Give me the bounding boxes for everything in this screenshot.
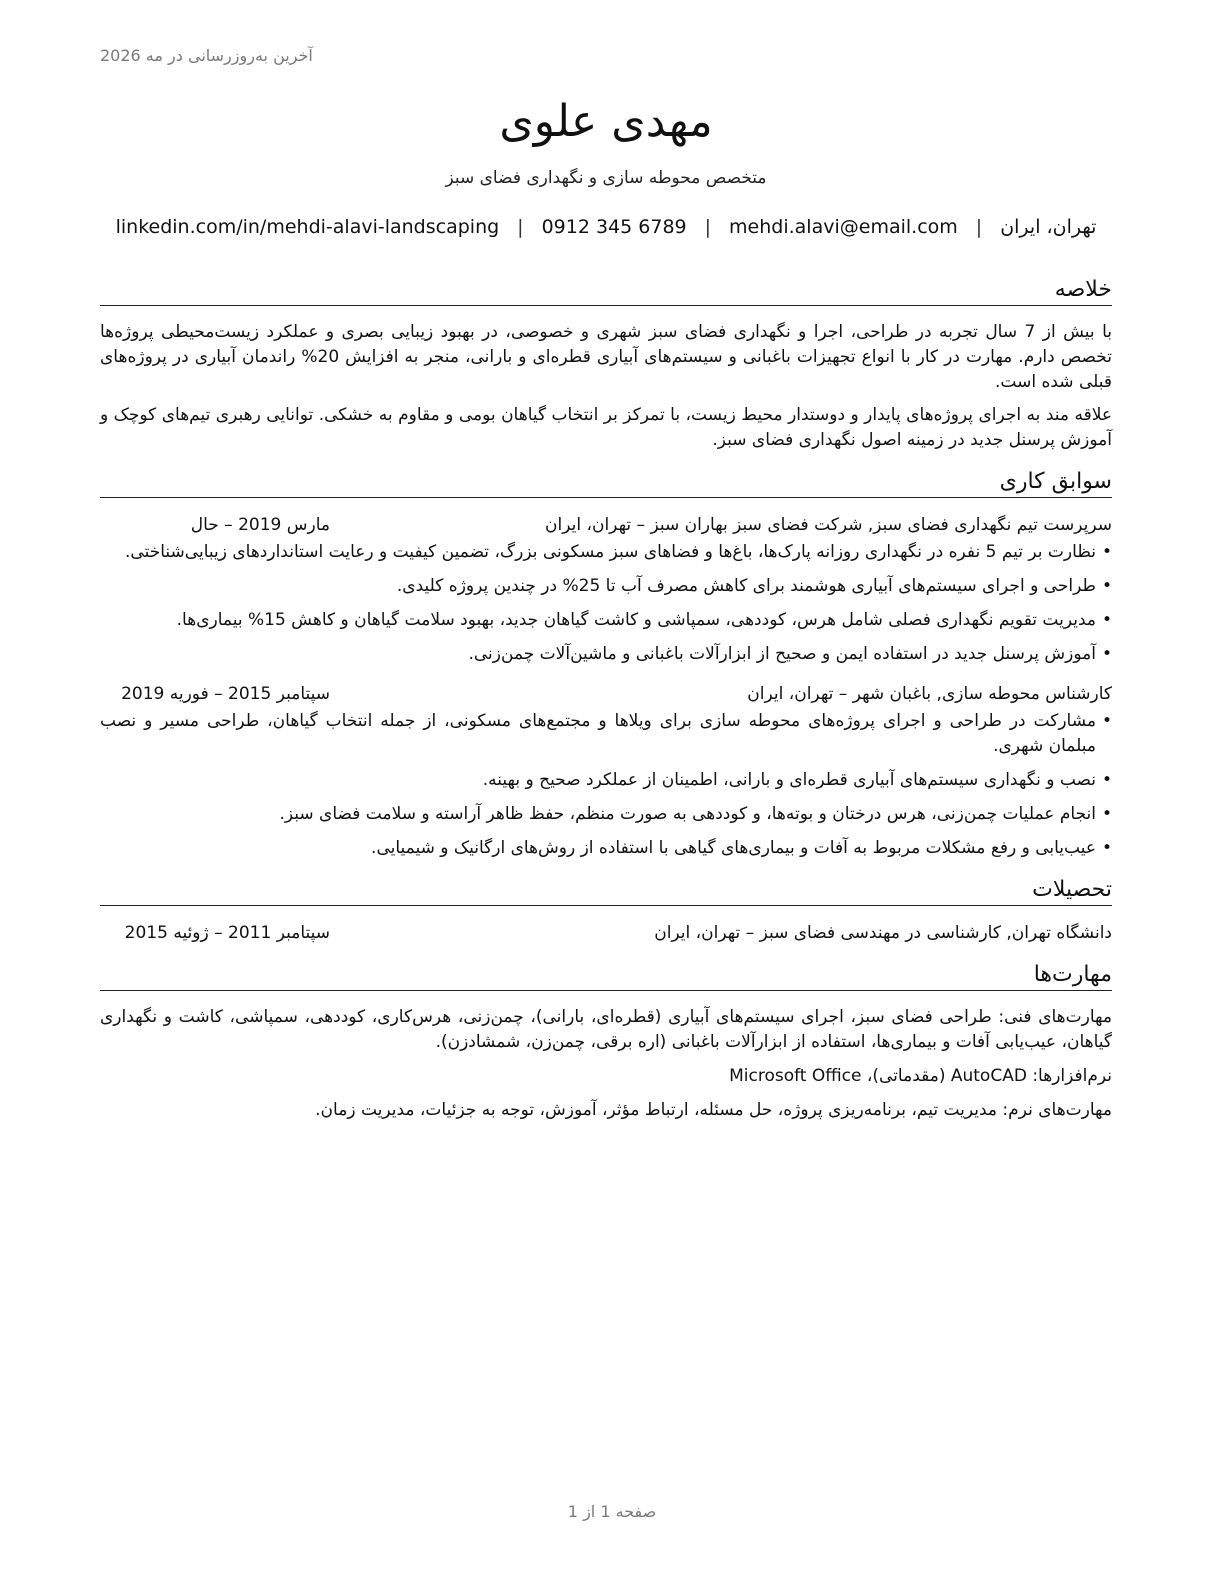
job-bullet: • نصب و نگهداری سیستم‌های آبیاری قطره‌ای و بارانی، اطمینان از عملکرد صحیح و بهینه.	[100, 768, 1112, 793]
job-bullet: • مشارکت در طراحی و اجرای پروژه‌های محوطه سازی برای ویلاها و مجتمع‌های مسکونی، از جمله انتخاب گیاهان، طراحی مسیر و نصب مبلمان شهری.	[100, 709, 1112, 759]
last-updated-note: آخرین به‌روزرسانی در مه 2026	[100, 46, 313, 65]
job-bullet: • انجام عملیات چمن‌زنی، هرس درختان و بوته‌ها، و کوددهی به صورت منظم، حفظ ظاهر آراسته و سلامت فضای سبز.	[100, 802, 1112, 827]
experience-heading: سوابق کاری	[100, 467, 1112, 498]
candidate-title: متخصص محوطه سازی و نگهداری فضای سبز	[445, 168, 767, 188]
job-header	[100, 512, 1112, 538]
resume-body	[100, 275, 1112, 1137]
job-bullet: • عیب‌یابی و رفع مشکلات مربوط به آفات و بیماری‌های گیاهی با استفاده از روش‌های ارگانیک و شیمیایی.	[100, 836, 1112, 861]
skills-soft: مهارت‌های نرم: مدیریت تیم، برنامه‌ریزی پروژه، حل مسئله، ارتباط مؤثر، آموزش، توجه به جزئیات، مدیریت زمان.	[315, 1100, 1112, 1120]
contact-location: تهران، ایران	[1000, 216, 1097, 238]
summary-paragraph: با بیش از 7 سال تجربه در طراحی، اجرا و نگهداری فضای سبز شهری و خصوصی، در بهبود زیبایی بصری و عملکرد زیست‌محیطی پروژه‌ها تخصص دارم. مهارت در کار با انواع تجهیزات باغبانی و سیستم‌های آبیاری قطره‌ای و بارانی، منجر به افزایش 20% راندمان آبیاری در پروژه‌های قبلی شده است.	[100, 322, 1113, 392]
contact-separator: |	[517, 216, 524, 238]
job-role: کارشناس محوطه سازی, باغبان شهر – تهران، ایران	[747, 684, 1112, 704]
job-role: سرپرست تیم نگهداری فضای سبز, شرکت فضای سبز بهاران سبز – تهران، ایران	[545, 515, 1112, 535]
experience-section	[100, 467, 1112, 861]
education-section	[100, 875, 1112, 946]
contact-linkedin[interactable]: linkedin.com/in/mehdi-alavi-landscaping	[115, 216, 500, 238]
contact-separator: |	[704, 216, 712, 238]
job-bullet: • نظارت بر تیم 5 نفره در نگهداری روزانه پارک‌ها، باغ‌ها و فضاهای سبز مسکونی بزرگ، تضمین کیفیت و رعایت استانداردهای زیبایی‌شناختی.	[100, 540, 1112, 565]
job-bullet: • مدیریت تقویم نگهداری فصلی شامل هرس، کوددهی، سمپاشی و کاشت گیاهان جدید، بهبود سلامت گیاهان و کاهش 15% بیماری‌ها.	[100, 608, 1112, 633]
contact-phone[interactable]: 0912 345 6789	[541, 216, 687, 238]
summary-section	[100, 275, 1112, 453]
skills-section	[100, 960, 1112, 1123]
summary-paragraph: علاقه مند به اجرای پروژه‌های پایدار و دوستدار محیط زیست، با تمرکز بر انتخاب گیاهان بومی و مقاوم به خشکی. توانایی رهبری تیم‌های کوچک و آموزش پرسنل جدید در زمینه اصول نگهداری فضای سبز.	[100, 405, 1112, 450]
education-degree: دانشگاه تهران, کارشناسی در مهندسی فضای سبز – تهران، ایران	[654, 923, 1112, 943]
skills-software: نرم‌افزارها: AutoCAD (مقدماتی)، Microsoft Office	[729, 1066, 1112, 1086]
job-bullets	[100, 709, 1112, 861]
job-bullets	[100, 540, 1112, 667]
page-number: صفحه 1 از 1	[567, 1502, 657, 1521]
job-dates: مارس 2019 – حال	[190, 515, 330, 535]
job-bullet: • طراحی و اجرای سیستم‌های آبیاری هوشمند برای کاهش مصرف آب تا 25% در چندین پروژه کلیدی.	[100, 574, 1112, 599]
contact-separator: |	[975, 216, 983, 238]
candidate-name: مهدی علوی	[499, 96, 713, 147]
job-header	[100, 681, 1112, 707]
skills-heading: مهارت‌ها	[100, 960, 1112, 991]
resume-header	[100, 92, 1112, 240]
job-bullet: • آموزش پرسنل جدید در استفاده ایمن و صحیح از ابزارآلات باغبانی و ماشین‌آلات چمن‌زنی.	[100, 642, 1112, 667]
summary-heading: خلاصه	[100, 275, 1112, 306]
skills-technical: مهارت‌های فنی: طراحی فضای سبز، اجرای سیستم‌های آبیاری (قطره‌ای، بارانی)، چمن‌زنی، هرس‌کاری، کوددهی، سمپاشی، کاشت و نگهداری گیاهان، عیب‌یابی آفات و بیماری‌ها، استفاده از ابزارآلات باغبانی (اره برقی، چمن‌زن، شمشادزن).	[100, 1007, 1112, 1052]
contact-line	[100, 214, 1112, 240]
education-entry	[100, 920, 1112, 946]
job-entry	[100, 681, 1112, 861]
contact-email[interactable]: mehdi.alavi@email.com	[729, 216, 958, 238]
education-heading: تحصیلات	[100, 875, 1112, 906]
job-dates: سپتامبر 2015 – فوریه 2019	[121, 684, 330, 704]
education-dates: سپتامبر 2011 – ژوئیه 2015	[124, 923, 330, 943]
job-entry	[100, 512, 1112, 667]
